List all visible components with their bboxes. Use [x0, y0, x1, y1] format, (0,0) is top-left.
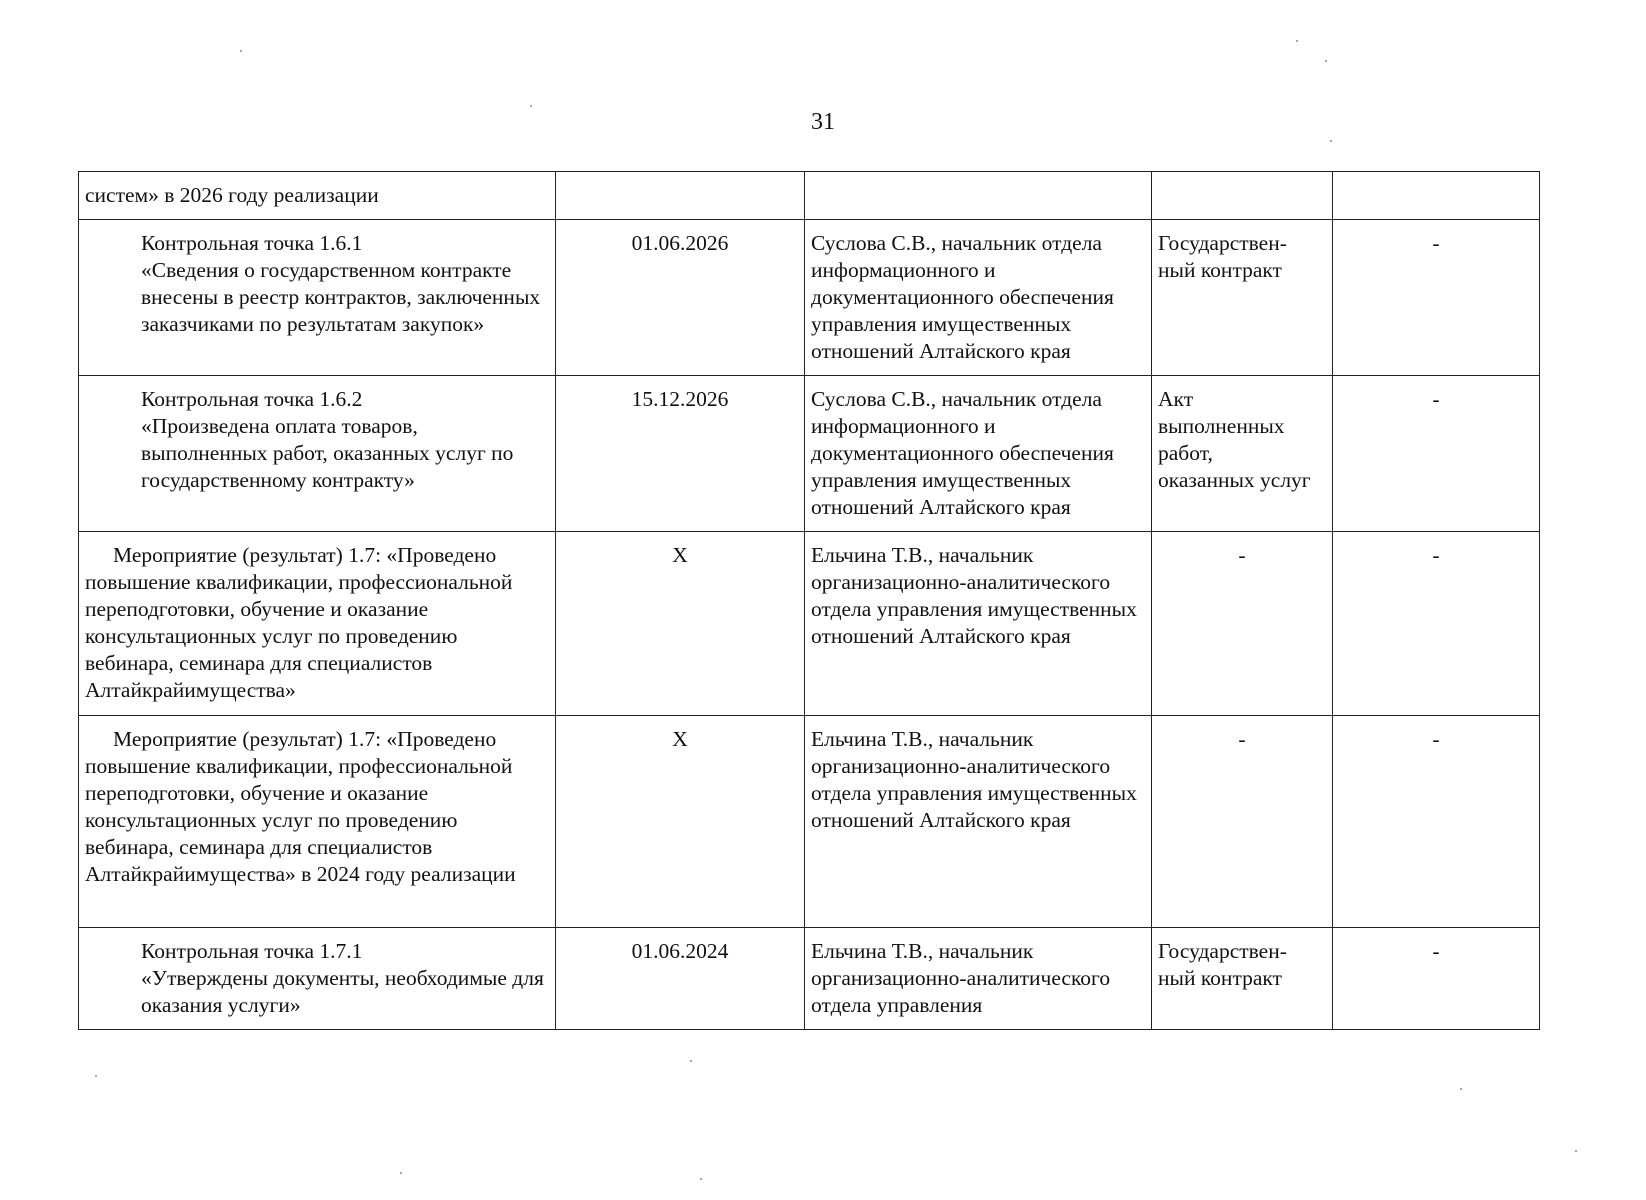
table-row: [79, 928, 1540, 1030]
item-name-cell: систем» в 2026 году реализации: [79, 172, 556, 220]
table-row: [79, 172, 1540, 220]
table-row: [79, 532, 1540, 716]
item-name-cell: Мероприятие (результат) 1.7: «Проведено повышение квалификации, профессиональной переподготовки, обучение и оказание консультационных услуг по проведению вебинара, семинара для специалистов Алтайкрайимущества» в 2024 году реализации: [79, 716, 556, 928]
scan-speck: [95, 1075, 97, 1077]
scan-speck: [240, 50, 242, 52]
document-cell: -: [1152, 532, 1333, 716]
item-name-cell: Мероприятие (результат) 1.7: «Проведено повышение квалификации, профессиональной переподготовки, обучение и оказание консультационных услуг по проведению вебинара, семинара для специалистов Алтайкрайимущества»: [79, 532, 556, 716]
document-cell: Государствен- ный контракт: [1152, 928, 1333, 1030]
date-cell: [556, 172, 805, 220]
scan-speck: [400, 1172, 402, 1174]
responsible-cell: Ельчина Т.В., начальник организационно-аналитического отдела управления: [805, 928, 1152, 1030]
responsible-cell: Суслова С.В., начальник отдела информационного и документационного обеспечения управления имущественных отношений Алтайского края: [805, 220, 1152, 376]
table-row: [79, 716, 1540, 928]
document-cell: -: [1152, 716, 1333, 928]
scan-speck: [700, 1178, 702, 1180]
date-cell: Х: [556, 716, 805, 928]
scan-speck: [1330, 140, 1332, 142]
scan-speck: [690, 1060, 692, 1062]
date-cell: 01.06.2026: [556, 220, 805, 376]
item-name-cell: Контрольная точка 1.6.2 «Произведена оплата товаров, выполненных работ, оказанных услуг по государственному контракту»: [79, 376, 556, 532]
page-number: 31: [811, 109, 835, 135]
extra-cell: [1333, 172, 1540, 220]
scan-speck: [1460, 1088, 1462, 1090]
document-cell: [1152, 172, 1333, 220]
document-cell: Акт выполненных работ, оказанных услуг: [1152, 376, 1333, 532]
item-name-cell: Контрольная точка 1.7.1 «Утверждены документы, необходимые для оказания услуги»: [79, 928, 556, 1030]
date-cell: 15.12.2026: [556, 376, 805, 532]
extra-cell: -: [1333, 376, 1540, 532]
responsible-cell: [805, 172, 1152, 220]
scan-speck: [1325, 60, 1327, 62]
responsible-cell: Ельчина Т.В., начальник организационно-аналитического отдела управления имущественных отношений Алтайского края: [805, 532, 1152, 716]
extra-cell: -: [1333, 220, 1540, 376]
responsible-cell: Суслова С.В., начальник отдела информационного и документационного обеспечения управления имущественных отношений Алтайского края: [805, 376, 1152, 532]
scan-speck: [1296, 40, 1298, 42]
table-row: [79, 220, 1540, 376]
extra-cell: -: [1333, 928, 1540, 1030]
date-cell: 01.06.2024: [556, 928, 805, 1030]
table-row: [79, 376, 1540, 532]
date-cell: Х: [556, 532, 805, 716]
scan-speck: [1575, 1150, 1577, 1152]
scan-speck: [530, 105, 532, 107]
responsible-cell: Ельчина Т.В., начальник организационно-аналитического отдела управления имущественных отношений Алтайского края: [805, 716, 1152, 928]
item-name-cell: Контрольная точка 1.6.1 «Сведения о государственном контракте внесены в реестр контрактов, заключенных заказчиками по результатам закупок»: [79, 220, 556, 376]
plan-table: [78, 171, 1540, 1030]
extra-cell: -: [1333, 716, 1540, 928]
extra-cell: -: [1333, 532, 1540, 716]
document-cell: Государствен- ный контракт: [1152, 220, 1333, 376]
